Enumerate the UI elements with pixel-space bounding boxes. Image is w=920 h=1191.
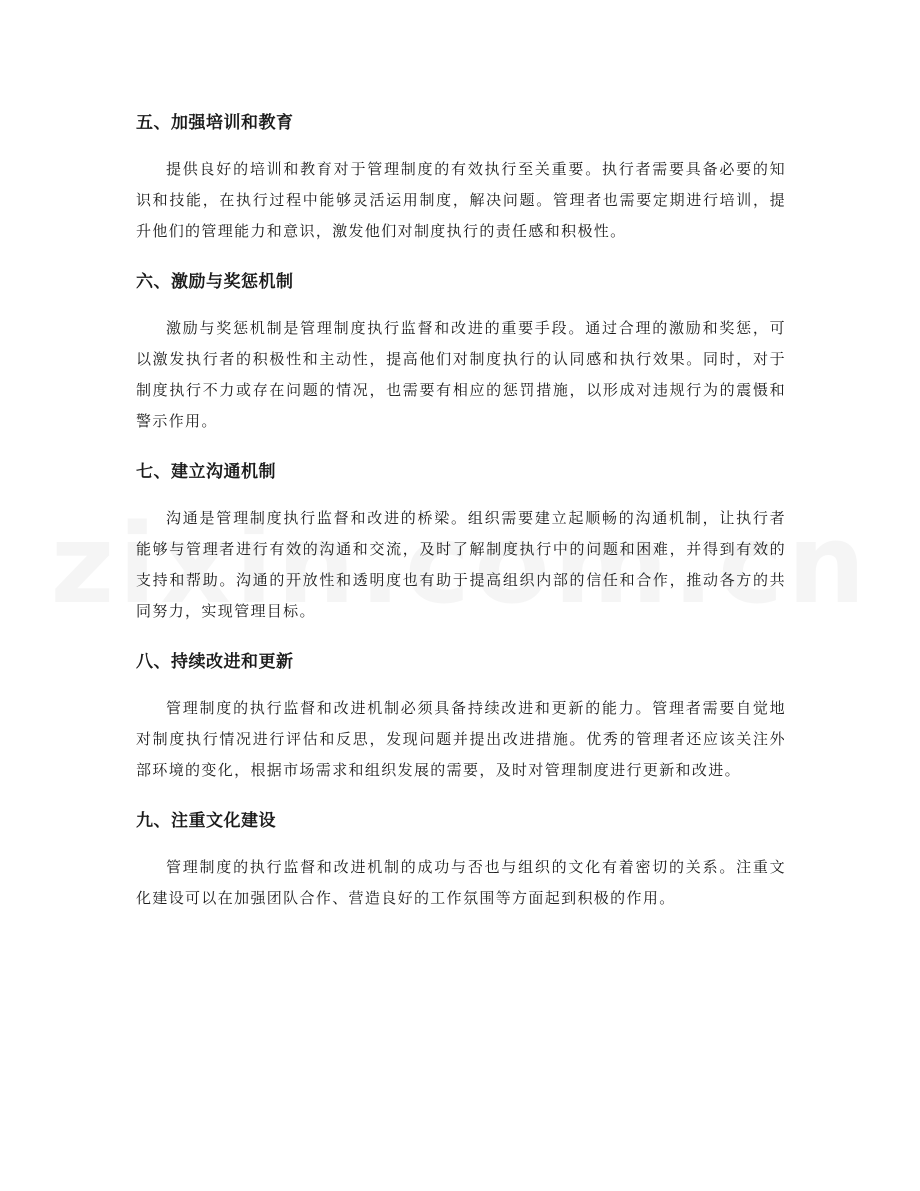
- section-paragraph: 管理制度的执行监督和改进机制的成功与否也与组织的文化有着密切的关系。注重文化建设可以在加强团队合作、营造良好的工作氛围等方面起到积极的作用。: [136, 858, 786, 907]
- document-content: [136, 104, 786, 930]
- section-heading: 八、持续改进和更新: [136, 652, 294, 672]
- section-heading: 七、建立沟通机制: [136, 462, 276, 482]
- section-7: [136, 453, 786, 627]
- section-heading: 五、加强培训和教育: [136, 113, 294, 133]
- section-heading: 九、注重文化建设: [136, 811, 276, 831]
- section-heading: 六、激励与奖惩机制: [136, 272, 294, 292]
- section-8: [136, 643, 786, 786]
- section-paragraph: 管理制度的执行监督和改进机制必须具备持续改进和更新的能力。管理者需要自觉地对制度执行情况进行评估和反思，发现问题并提出改进措施。优秀的管理者还应该关注外部环境的变化，根据市场需求和组织发展的需要，及时对管理制度进行更新和改进。: [136, 699, 786, 779]
- section-paragraph: 沟通是管理制度执行监督和改进的桥梁。组织需要建立起顺畅的沟通机制，让执行者能够与管理者进行有效的沟通和交流，及时了解制度执行中的问题和困难，并得到有效的支持和帮助。沟通的开放性和透明度也有助于提高组织内部的信任和合作，推动各方的共同努力，实现管理目标。: [136, 509, 786, 620]
- section-9: [136, 802, 786, 914]
- section-paragraph: 提供良好的培训和教育对于管理制度的有效执行至关重要。执行者需要具备必要的知识和技能，在执行过程中能够灵活运用制度，解决问题。管理者也需要定期进行培训，提升他们的管理能力和意识，激发他们对制度执行的责任感和积极性。: [136, 160, 786, 240]
- section-6: [136, 263, 786, 437]
- section-paragraph: 激励与奖惩机制是管理制度执行监督和改进的重要手段。通过合理的激励和奖惩，可以激发执行者的积极性和主动性，提高他们对制度执行的认同感和执行效果。同时，对于制度执行不力或存在问题的情况，也需要有相应的惩罚措施，以形成对违规行为的震慑和警示作用。: [136, 319, 786, 430]
- section-5: [136, 104, 786, 247]
